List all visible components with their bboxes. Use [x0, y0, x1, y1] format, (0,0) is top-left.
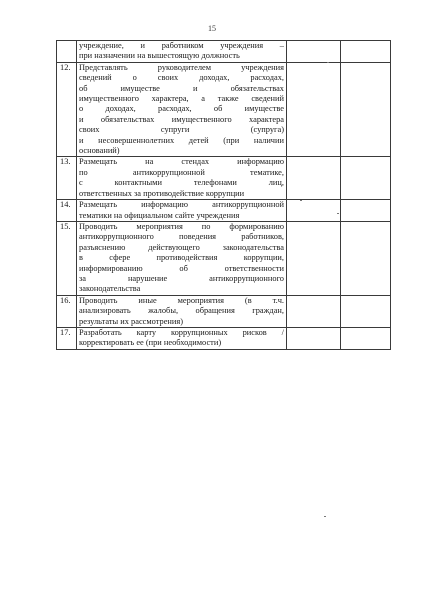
scan-speck [324, 516, 326, 517]
description-line: за нарушение антикоррупционного [79, 273, 284, 283]
scan-speck [300, 200, 302, 201]
empty-cell [287, 221, 341, 295]
measure-description [77, 200, 287, 222]
empty-cell [341, 157, 391, 200]
description-line: Размещать информацию антикоррупционной [79, 200, 284, 210]
empty-cell [287, 62, 341, 157]
description-line: Размещать на стендах информацию [79, 157, 284, 167]
table-row [57, 200, 391, 222]
description-line: антикоррупционного поведения работников, [79, 232, 284, 242]
description-line: результаты их рассмотрения) [79, 316, 184, 326]
description-line: и несовершеннолетних детей (при наличии [79, 135, 284, 145]
description-line: имущественного характера, а также сведений [79, 94, 284, 104]
description-line: тематики на официальном сайте учреждения [79, 210, 240, 220]
description-line: оснований) [79, 146, 120, 156]
measures-table-body [57, 41, 391, 350]
description-line: Проводить мероприятия по формированию [79, 221, 284, 231]
measure-description [77, 157, 287, 200]
measures-table [56, 40, 391, 350]
description-line: о доходах, расходах, об имуществе [79, 104, 284, 114]
row-number: 12. [57, 62, 77, 157]
table-row [57, 41, 391, 63]
description-line: Представлять руководителем учреждения [79, 62, 284, 72]
description-line: анализировать жалобы, обращения граждан, [79, 306, 284, 316]
description-line: об имуществе и обязательствах [79, 83, 284, 93]
empty-cell [287, 295, 341, 327]
description-line: корректировать ее (при необходимости) [79, 338, 222, 348]
measure-description [77, 41, 287, 63]
description-line: ответственных за противодействие коррупции [79, 188, 245, 198]
empty-cell [287, 41, 341, 63]
measure-description [77, 295, 287, 327]
measure-description [77, 327, 287, 349]
empty-cell [287, 200, 341, 222]
description-line: и обязательствах имущественного характера [79, 114, 284, 124]
empty-cell [341, 327, 391, 349]
description-line: Разработать карту коррупционных рисков / [79, 327, 284, 337]
row-number: 15. [57, 221, 77, 295]
description-line: законодательства [79, 284, 141, 294]
scan-speck [337, 213, 339, 214]
table-row [57, 295, 391, 327]
measure-description [77, 221, 287, 295]
measure-description [77, 62, 287, 157]
description-line: в сфере противодействия коррупции, [79, 253, 284, 263]
scan-speck [327, 62, 329, 63]
description-line: Проводить иные мероприятия (в т.ч. [79, 295, 284, 305]
description-line: своих супруги (супруга) [79, 125, 284, 135]
row-number: 13. [57, 157, 77, 200]
empty-cell [341, 221, 391, 295]
table-row [57, 62, 391, 157]
description-line: учреждение, и работником учреждения – [79, 41, 284, 50]
row-number: 14. [57, 200, 77, 222]
row-number: 17. [57, 327, 77, 349]
empty-cell [341, 62, 391, 157]
table-row [57, 221, 391, 295]
empty-cell [341, 41, 391, 63]
table-row [57, 327, 391, 349]
empty-cell [287, 327, 341, 349]
description-line: по антикоррупционной тематике, [79, 167, 284, 177]
row-number [57, 41, 77, 63]
description-line: сведений о своих доходах, расходах, [79, 73, 284, 83]
page-number: 15 [208, 24, 216, 33]
description-line: при назначении на вышестоящую должность [79, 51, 240, 61]
empty-cell [341, 295, 391, 327]
empty-cell [287, 157, 341, 200]
description-line: с контактными телефонами лиц, [79, 178, 284, 188]
empty-cell [341, 200, 391, 222]
description-line: информированию об ответственности [79, 263, 284, 273]
description-line: разъяснению действующего законодательства [79, 242, 284, 252]
row-number: 16. [57, 295, 77, 327]
table-row [57, 157, 391, 200]
